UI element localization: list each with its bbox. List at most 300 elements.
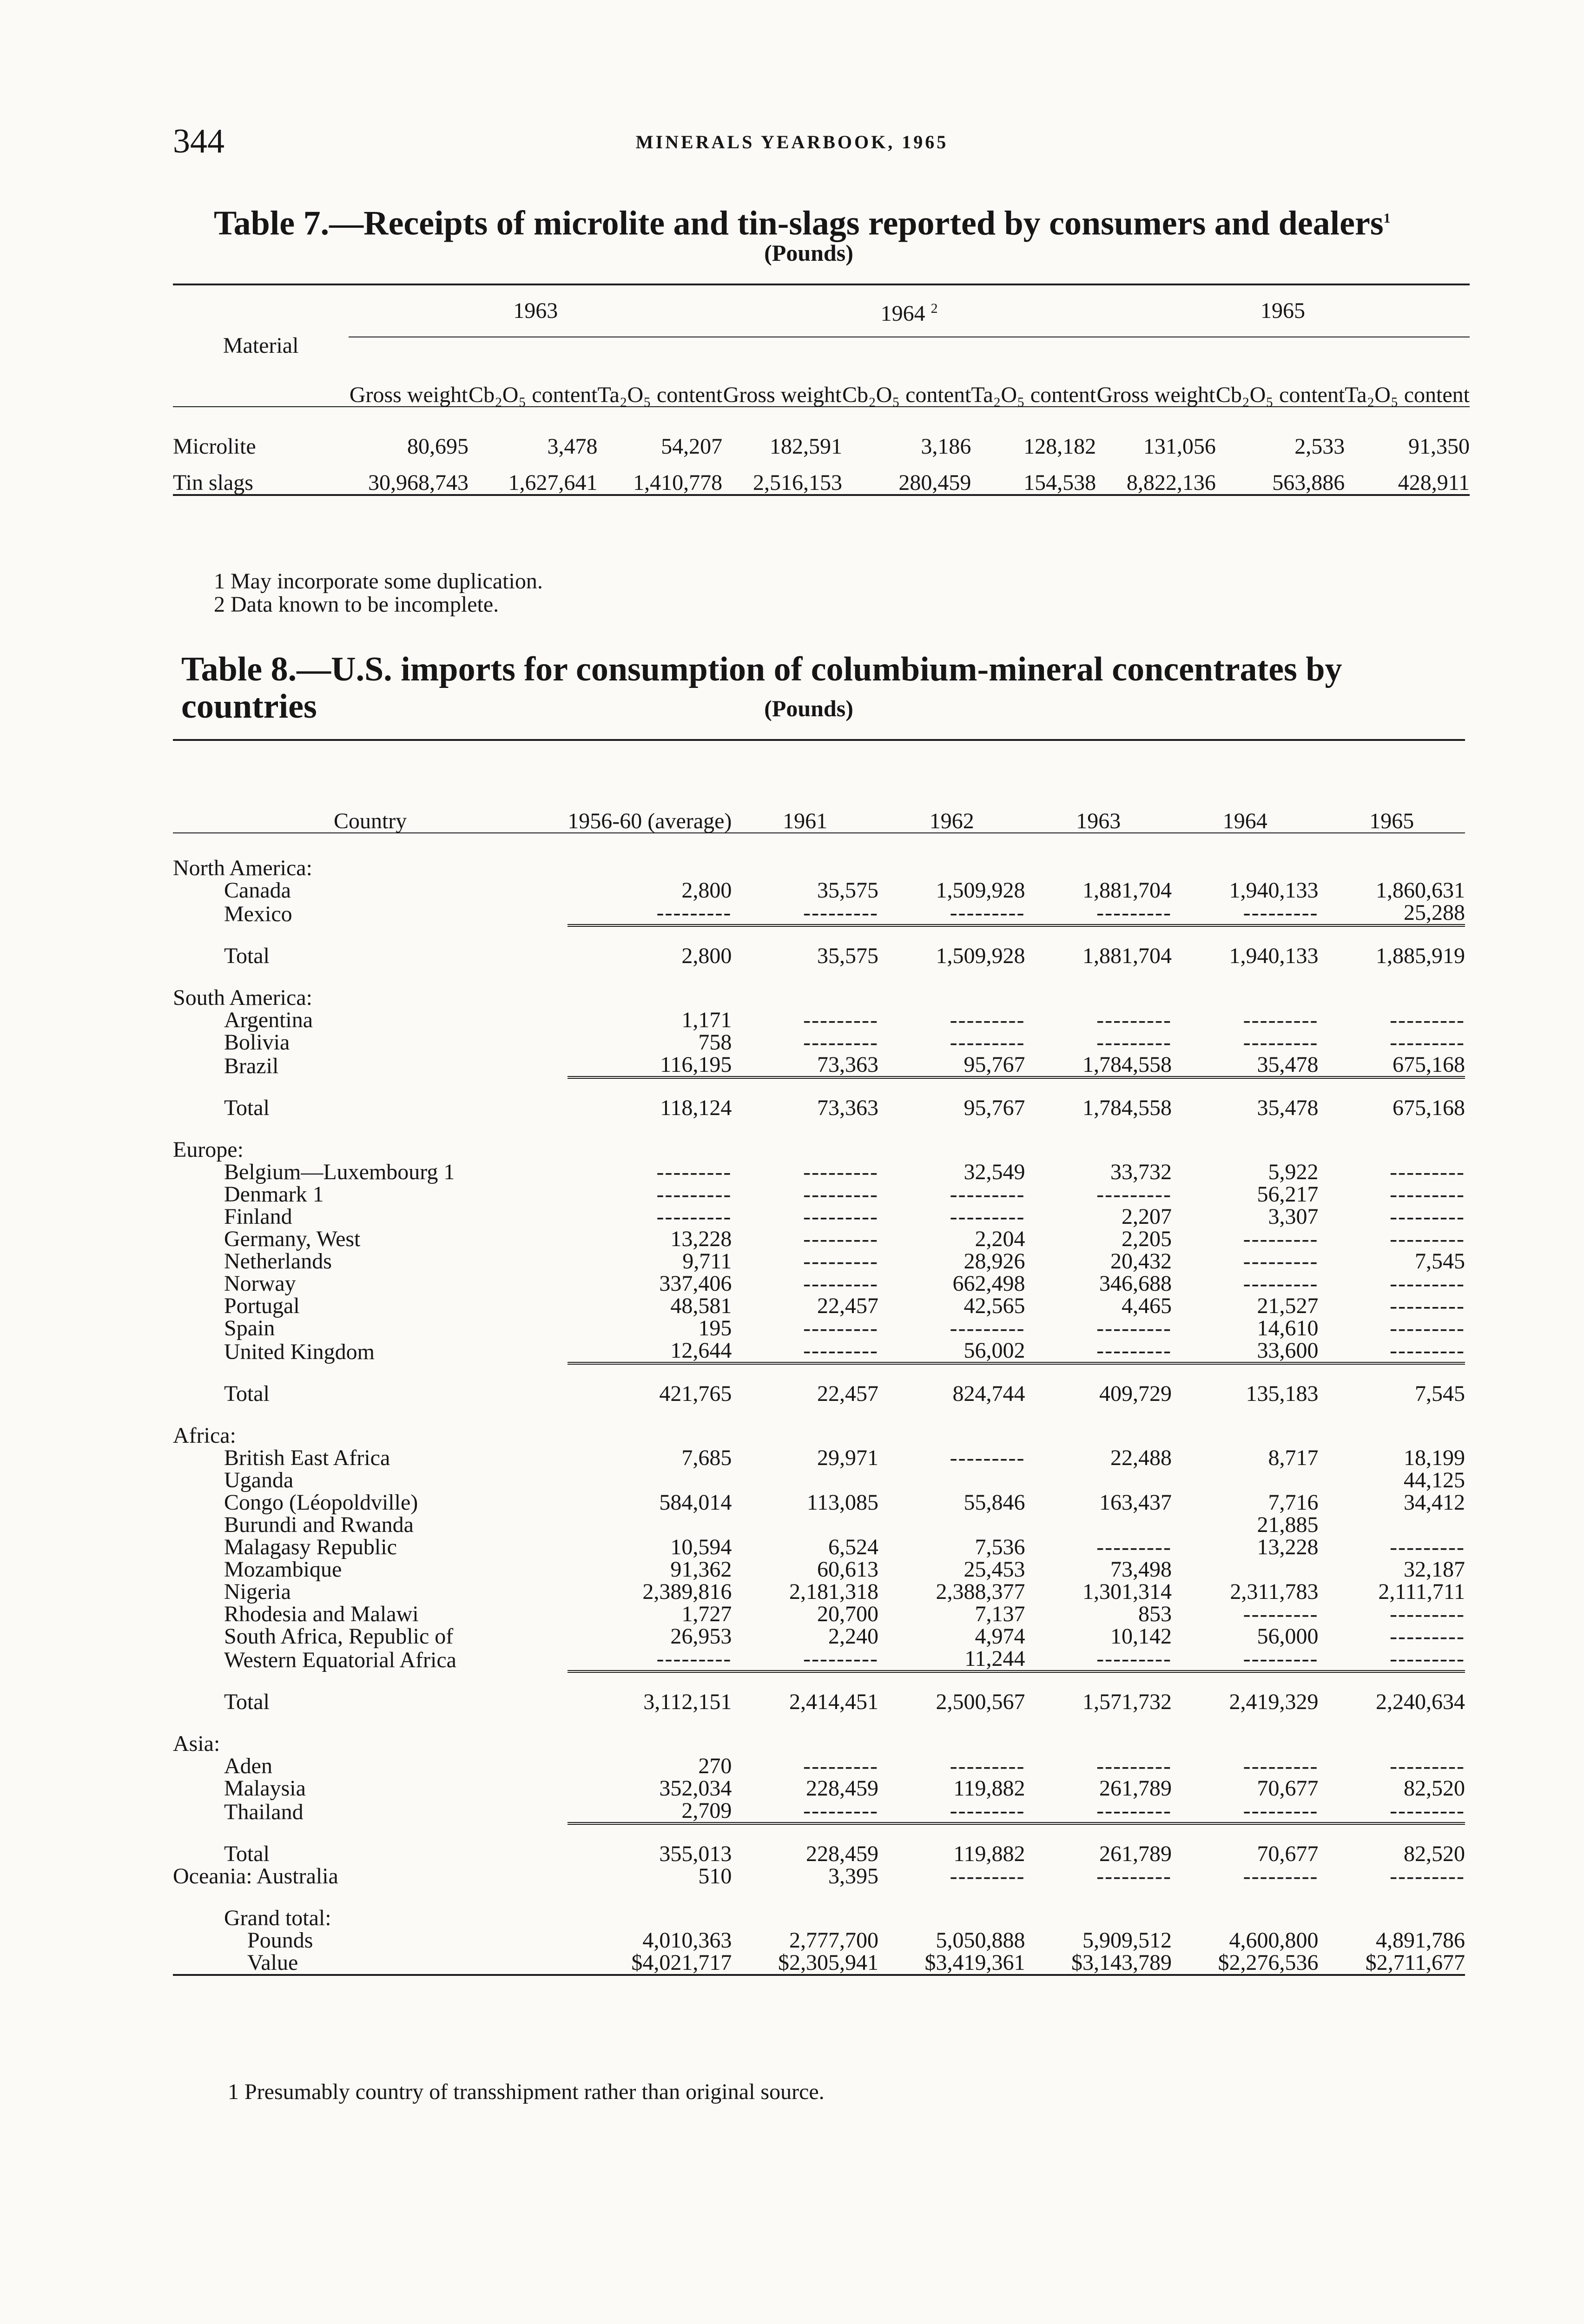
table8-row-label: Netherlands: [224, 1249, 332, 1274]
table8-row-label: Nigeria: [224, 1579, 291, 1604]
table8-cell: 2,181,318: [789, 1579, 878, 1604]
table8-empty-cell: [732, 1713, 878, 1755]
table8-cell: ---------: [1243, 900, 1319, 925]
table8-cell: [732, 1514, 878, 1536]
table8-row: [173, 1206, 1465, 1228]
table8-cell: 4,974: [975, 1624, 1025, 1649]
table8-cell: ---------: [803, 1008, 878, 1032]
table8-row: [173, 1492, 1465, 1514]
table8-cell: ---------: [656, 1204, 732, 1229]
table8-cell: 2,207: [1122, 1204, 1172, 1229]
table8-row: [173, 1755, 1465, 1777]
table8-cell: 33,600: [1257, 1338, 1319, 1363]
table8-row-label: Brazil: [224, 1054, 279, 1078]
table8-cell: ---------: [803, 1316, 878, 1340]
table8-cell: ---------: [1096, 1182, 1172, 1207]
table8-row: [173, 1317, 1465, 1340]
table8-row-label: Mexico: [224, 902, 292, 926]
table8-cell: 261,789: [1099, 1776, 1172, 1801]
table8-cell: 113,085: [806, 1490, 878, 1515]
table8-cell: 4,600,800: [1229, 1928, 1319, 1953]
table8-cell: ---------: [1243, 1249, 1319, 1274]
table8-cell: 82,520: [1404, 1776, 1465, 1801]
table8-empty-cell: [732, 1405, 878, 1447]
table8-empty-cell: [1025, 967, 1172, 1009]
table7-subheader: Gross weight: [349, 383, 468, 407]
table8-cell: 1,940,133: [1229, 878, 1319, 903]
table8-row-label: Africa:: [173, 1423, 236, 1448]
table8-cell: 163,437: [1099, 1490, 1172, 1515]
table8-row: [173, 1250, 1465, 1273]
table8-cell: 35,478: [1172, 1077, 1319, 1119]
table7-year-1964: 1964 $^2$: [722, 284, 1096, 337]
table8-cell: 32,187: [1404, 1557, 1465, 1582]
table8-cell: 2,204: [975, 1227, 1025, 1251]
table8-cell: 21,885: [1257, 1512, 1319, 1537]
table8-empty-cell: [878, 1888, 1025, 1929]
table8-cell: 35,575: [732, 925, 878, 967]
table8-cell: 10,142: [1110, 1624, 1172, 1649]
table8-row-label: Asia:: [173, 1731, 220, 1756]
table8-row-label: Grand total:: [224, 1906, 331, 1930]
table8-row: [173, 1009, 1465, 1031]
table8-cell: 261,789: [1025, 1823, 1172, 1865]
table8-cell: ---------: [1096, 1798, 1172, 1823]
table8-cell: 1,940,133: [1172, 925, 1319, 967]
table8-cell: 22,457: [732, 1363, 878, 1405]
table8-cell: 5,909,512: [1082, 1928, 1172, 1953]
table8-row-label: Thailand: [224, 1800, 304, 1824]
page-number: 344: [173, 122, 224, 160]
table8-cell: 14,610: [1257, 1316, 1319, 1340]
table8-empty-cell: [1319, 833, 1465, 879]
table8-cell: 56,000: [1257, 1624, 1319, 1649]
table8-row-label: Finland: [224, 1204, 292, 1229]
table8-cell: [878, 1514, 1025, 1536]
table8-cell: ---------: [1243, 1008, 1319, 1032]
table8-cell: ---------: [1390, 1646, 1465, 1671]
table8-cell: 2,240: [828, 1624, 878, 1649]
table8-cell: 29,971: [817, 1446, 878, 1470]
table8-empty-cell: [1172, 1119, 1319, 1161]
table8-cell: 346,688: [1099, 1271, 1172, 1296]
table8-cell: 758: [698, 1030, 732, 1055]
table8-empty-cell: [568, 833, 732, 879]
table8-cell: 32,549: [964, 1160, 1025, 1184]
table8-cell: ---------: [656, 1182, 732, 1207]
table7-subheader: Gross weight: [1096, 383, 1215, 407]
table8-row-label: Spain: [224, 1316, 275, 1340]
table8-cell: 228,459: [805, 1776, 878, 1801]
table8-empty-cell: [568, 1713, 732, 1755]
table8-row-label: United Kingdom: [224, 1340, 375, 1364]
table8-row: [173, 1581, 1465, 1603]
table8-empty-cell: [1319, 1405, 1465, 1447]
table8-cell: ---------: [1390, 1864, 1465, 1888]
table8-cell: 409,729: [1025, 1363, 1172, 1405]
table8-row: [173, 1648, 1465, 1671]
table7-cell: 91,350: [1408, 434, 1470, 459]
table8-cell: 662,498: [952, 1271, 1025, 1296]
table8-empty-cell: [568, 1405, 732, 1447]
table8-cell: 3,112,151: [568, 1671, 732, 1713]
table8-cell: 1,171: [681, 1008, 732, 1032]
table8-row-label: Bolivia: [224, 1030, 290, 1055]
table8-row-label: Value: [247, 1950, 298, 1975]
table8-empty-cell: [1319, 1119, 1465, 1161]
table8-row-label: Uganda: [224, 1468, 294, 1492]
table8-cell: ---------: [656, 1160, 732, 1184]
table8-empty-cell: [878, 1713, 1025, 1755]
table8-cell: 33,732: [1110, 1160, 1172, 1184]
table8-cell: ---------: [1390, 1316, 1465, 1340]
table8-row: [173, 1273, 1465, 1295]
table8-empty-cell: [878, 833, 1025, 879]
table8-cell: ---------: [1243, 1227, 1319, 1251]
table8-cell: ---------: [1096, 1754, 1172, 1778]
table8-cell: ---------: [1390, 1754, 1465, 1778]
table8-row-label: Western Equatorial Africa: [224, 1648, 456, 1672]
table8-cell: ---------: [1390, 1160, 1465, 1184]
table8-section-heading: [173, 1119, 1465, 1161]
table8-cell: [732, 1469, 878, 1492]
table8-cell: 1,509,928: [878, 925, 1025, 967]
table8-cell: 13,228: [670, 1227, 732, 1251]
table8-cell: 91,362: [670, 1557, 732, 1582]
table8-row-label: Germany, West: [224, 1227, 361, 1251]
table8-total-row: [173, 1077, 1465, 1119]
table8-cell: ---------: [803, 1160, 878, 1184]
table8-cell: 73,498: [1110, 1557, 1172, 1582]
table8-row-label: Congo (Léopoldville): [224, 1490, 418, 1515]
table8-col-header: 1962: [929, 809, 974, 833]
table8-cell: ---------: [1243, 1864, 1319, 1888]
table8-row-label: Argentina: [224, 1008, 313, 1032]
table8-cell: ---------: [950, 1446, 1025, 1470]
table8-cell: [1319, 1514, 1465, 1536]
table8-cell: 10,594: [670, 1535, 732, 1559]
table8-cell: 13,228: [1257, 1535, 1319, 1559]
table8-footnote: 1 Presumably country of transshipment rather than original source.: [228, 2080, 825, 2104]
table8-cell: 1,860,631: [1376, 878, 1465, 903]
table8-row-label: South Africa, Republic of: [224, 1624, 454, 1649]
table8-cell: ---------: [1096, 1008, 1172, 1032]
table7-subheader: Cb₂O₅ content: [842, 383, 971, 407]
table8-cell: 1,509,928: [936, 878, 1025, 903]
table8-col-header: 1965: [1369, 809, 1414, 833]
table8-cell: ---------: [1390, 1030, 1465, 1055]
table8-cell: ---------: [803, 1249, 878, 1274]
table8-unit: (Pounds): [764, 695, 853, 721]
table8-cell: 70,677: [1172, 1823, 1319, 1865]
table7-cell: 2,533: [1294, 434, 1345, 459]
table8-cell: 675,168: [1319, 1077, 1465, 1119]
table8-cell: 421,765: [568, 1363, 732, 1405]
table8-row: [173, 902, 1465, 925]
table8-cell: 35,575: [817, 878, 878, 903]
table8-cell: 26,953: [670, 1624, 732, 1649]
table8-cell: ---------: [1096, 1338, 1172, 1363]
table8-row-label: Malaysia: [224, 1776, 306, 1801]
table8-row-label: Oceania: Australia: [173, 1864, 338, 1888]
table8-cell: ---------: [803, 1646, 878, 1671]
table8-row-label: Total: [224, 1842, 270, 1866]
table8-cell: 4,891,786: [1376, 1928, 1465, 1953]
table8-cell: 2,240,634: [1319, 1671, 1465, 1713]
table8-cell: ---------: [1390, 1535, 1465, 1559]
table8-cell: ---------: [656, 900, 732, 925]
table8-empty-cell: [568, 967, 732, 1009]
table8-section-heading: [173, 833, 1465, 879]
table8-cell: ---------: [1390, 1602, 1465, 1626]
table7-subheader: Cb₂O₅ content: [469, 383, 598, 407]
table8-cell: 7,137: [975, 1602, 1025, 1626]
table8-empty-cell: [1025, 1405, 1172, 1447]
table8-cell: [878, 1469, 1025, 1492]
table8-empty-cell: [1319, 1888, 1465, 1929]
table8-cell: ---------: [1390, 1008, 1465, 1032]
table8-cell: 6,524: [828, 1535, 878, 1559]
table8-cell: [1025, 1469, 1172, 1492]
table7-subheader: Gross weight: [723, 383, 842, 407]
table8-cell: 2,800: [681, 878, 732, 903]
table8-cell: 95,767: [878, 1077, 1025, 1119]
table8-cell: 116,195: [660, 1052, 732, 1077]
table7-cell: 3,478: [547, 434, 598, 459]
table8-cell: 20,432: [1110, 1249, 1172, 1274]
table8-cell: 34,412: [1404, 1490, 1465, 1515]
table8-cell: 95,767: [964, 1052, 1025, 1077]
table8-section-heading: [173, 1405, 1465, 1447]
table7-cell: 1,410,778: [633, 470, 723, 495]
table8-cell: 337,406: [659, 1271, 732, 1296]
table8-col-header: 1963: [1076, 809, 1121, 833]
table8-row-label: North America:: [173, 856, 312, 880]
table8-cell: 12,644: [670, 1338, 732, 1363]
table8-cell: ---------: [950, 900, 1025, 925]
table8-cell: ---------: [803, 1271, 878, 1296]
table8: [173, 739, 1465, 1976]
table8-col-header: 1964: [1222, 809, 1267, 833]
table8-cell: ---------: [950, 1864, 1025, 1888]
table8-row: [173, 1514, 1465, 1536]
page-header: [173, 122, 1411, 159]
table8-cell: ---------: [803, 1754, 878, 1778]
table8-cell: ---------: [1096, 1030, 1172, 1055]
table8-cell: 22,457: [817, 1294, 878, 1318]
table8-cell: 1,885,919: [1319, 925, 1465, 967]
table8-empty-cell: [1319, 1713, 1465, 1755]
table8-cell: 60,613: [817, 1557, 878, 1582]
table8-cell: $4,021,717: [631, 1950, 732, 1975]
table7-cell: 131,056: [1143, 434, 1216, 459]
table8-row-label: Rhodesia and Malawi: [224, 1602, 419, 1626]
table8-cell: ---------: [1243, 1271, 1319, 1296]
table8-cell: [568, 1514, 732, 1536]
table8-cell: ---------: [803, 1030, 878, 1055]
table8-cell: 3,307: [1268, 1204, 1319, 1229]
table8-cell: 2,311,783: [1230, 1579, 1319, 1604]
table8-cell: 56,002: [964, 1338, 1025, 1363]
table8-cell: [1025, 1514, 1172, 1536]
table7-cell: 3,186: [921, 434, 971, 459]
table8-empty-cell: [1319, 967, 1465, 1009]
table8-row: [173, 1295, 1465, 1317]
table8-cell: 25,453: [964, 1557, 1025, 1582]
table8-row: [173, 1777, 1465, 1800]
table8-cell: ---------: [1243, 1754, 1319, 1778]
table8-empty-cell: [732, 833, 878, 879]
table8-empty-cell: [568, 1119, 732, 1161]
table8-cell: 195: [698, 1316, 732, 1340]
table7-cell: 2,516,153: [752, 470, 842, 495]
table8-cell: ---------: [1390, 1338, 1465, 1363]
table8-empty-cell: [878, 1405, 1025, 1447]
table8-row-label: Mozambique: [224, 1557, 342, 1582]
table8-cell: ---------: [1390, 1227, 1465, 1251]
table8-row: [173, 1054, 1465, 1077]
table8-cell: ---------: [1243, 1030, 1319, 1055]
table8-cell: 2,414,451: [732, 1671, 878, 1713]
table8-cell: $2,305,941: [778, 1950, 878, 1975]
table8-row: [173, 1558, 1465, 1581]
table8-cell: 2,388,377: [936, 1579, 1025, 1604]
table8-cell: 7,536: [975, 1535, 1025, 1559]
table8-cell: ---------: [1096, 1316, 1172, 1340]
table8-cell: ---------: [803, 900, 878, 925]
table8-cell: 73,363: [732, 1077, 878, 1119]
table8-row-label: Pounds: [247, 1928, 313, 1953]
table8-grand-value-row: [173, 1952, 1465, 1975]
table8-row: [173, 1536, 1465, 1558]
table8-row: [173, 1800, 1465, 1823]
table7-year-1963: 1963: [349, 284, 722, 337]
table8-cell: 44,125: [1404, 1468, 1465, 1492]
table8-row-label: Total: [224, 944, 270, 968]
table7-row-label: Tin slags: [173, 470, 253, 495]
table8-cell: 2,111,711: [1378, 1579, 1465, 1604]
table8-cell: ---------: [803, 1204, 878, 1229]
table8-cell: 9,711: [682, 1249, 732, 1274]
table8-cell: 2,709: [681, 1798, 732, 1823]
table8-cell: ---------: [803, 1227, 878, 1251]
table8-grand-total-heading: [173, 1888, 1465, 1929]
table8-row: [173, 1228, 1465, 1250]
table8-grand-pounds-row: [173, 1929, 1465, 1952]
table8-cell: 228,459: [732, 1823, 878, 1865]
table8-empty-cell: [1025, 1713, 1172, 1755]
table7-row-label: Microlite: [173, 434, 256, 459]
table8-cell: ---------: [1243, 1798, 1319, 1823]
table8-cell: 7,716: [1268, 1490, 1319, 1515]
table7-title: Table 7.—Receipts of microlite and tin-slags reported by consumers and dealers$^1$: [214, 204, 1391, 243]
table7: [173, 284, 1470, 496]
table8-row: [173, 1625, 1465, 1648]
table7-subheader: Ta₂O₅ content: [1345, 383, 1470, 407]
table8-empty-cell: [732, 1888, 878, 1929]
table8-cell: 510: [698, 1864, 732, 1888]
table8-cell: 135,183: [1172, 1363, 1319, 1405]
table7-subheader: Ta₂O₅ content: [597, 383, 723, 407]
table8-cell: ---------: [803, 1798, 878, 1823]
running-head: MINERALS YEARBOOK, 1965: [635, 132, 949, 152]
table8-cell: $3,419,361: [924, 1950, 1025, 1975]
table8-row-label: Europe:: [173, 1137, 244, 1162]
table8-cell: ---------: [1390, 1798, 1465, 1823]
table8-row-label: Total: [224, 1381, 270, 1406]
table7-year-1965: 1965: [1096, 284, 1470, 337]
table8-cell: 56,217: [1257, 1182, 1319, 1207]
table8-cell: ---------: [950, 1798, 1025, 1823]
table8-row-label: Total: [224, 1096, 270, 1120]
table8-cell: 1,571,732: [1025, 1671, 1172, 1713]
table8-cell: ---------: [1390, 1271, 1465, 1296]
table8-cell: 3,395: [828, 1864, 878, 1888]
table8-empty-cell: [1172, 1405, 1319, 1447]
table8-cell: ---------: [803, 1182, 878, 1207]
table8-cell: 4,465: [1122, 1294, 1172, 1318]
table8-cell: ---------: [1390, 1294, 1465, 1318]
table7-footnote-1: 1 May incorporate some duplication.: [214, 569, 543, 594]
table8-empty-cell: [1172, 833, 1319, 879]
table8-cell: ---------: [950, 1754, 1025, 1778]
table8-row-label: Belgium—Luxembourg 1: [224, 1160, 455, 1184]
table8-row-label: Malagasy Republic: [224, 1535, 397, 1559]
table7-cell: 280,459: [898, 470, 971, 495]
table8-cell: 352,034: [659, 1776, 732, 1801]
table7-cell: 128,182: [1023, 434, 1096, 459]
table8-row-label: Canada: [224, 878, 291, 903]
table8-total-row: [173, 925, 1465, 967]
table8-cell: 48,581: [670, 1294, 732, 1318]
table8-cell: ---------: [1390, 1182, 1465, 1207]
table8-cell: 1,301,314: [1082, 1579, 1172, 1604]
table8-cell: 82,520: [1319, 1823, 1465, 1865]
table8-cell: 675,168: [1393, 1052, 1465, 1077]
table8-cell: 2,777,700: [789, 1928, 878, 1953]
table8-cell: $2,276,536: [1218, 1950, 1319, 1975]
table7-cell: 428,911: [1398, 470, 1470, 495]
table7-subheader: Ta₂O₅ content: [971, 383, 1096, 407]
table8-row: [173, 1469, 1465, 1492]
table8-cell: 270: [698, 1754, 732, 1778]
table7-cell: 54,207: [661, 434, 723, 459]
table8-cell: [1172, 1558, 1319, 1581]
table8-cell: 21,527: [1257, 1294, 1319, 1318]
table8-cell: 1,881,704: [1082, 878, 1172, 903]
table8-cell: 70,677: [1257, 1776, 1319, 1801]
table8-empty-cell: [1025, 1888, 1172, 1929]
table8-cell: 2,205: [1122, 1227, 1172, 1251]
table8-cell: 355,013: [568, 1823, 732, 1865]
table8-country-header: Country: [333, 809, 407, 833]
table7-subheader: Cb₂O₅ content: [1215, 383, 1345, 407]
table8-col-header: 1956-60 (average): [568, 809, 732, 833]
table8-row-label: Portugal: [224, 1294, 300, 1318]
table8-row: [173, 1447, 1465, 1469]
table8-cell: ---------: [1096, 1864, 1172, 1888]
table8-cell: 4,010,363: [642, 1928, 732, 1953]
table8-cell: ---------: [950, 1008, 1025, 1032]
table8-empty-cell: [1172, 1713, 1319, 1755]
table8-cell: 55,846: [964, 1490, 1025, 1515]
table8-cell: [568, 1469, 732, 1492]
table8-cell: 2,500,567: [878, 1671, 1025, 1713]
table8-cell: ---------: [1243, 1602, 1319, 1626]
table8-row: [173, 1340, 1465, 1363]
table8-empty-cell: [732, 1119, 878, 1161]
table8-empty-cell: [1025, 1119, 1172, 1161]
